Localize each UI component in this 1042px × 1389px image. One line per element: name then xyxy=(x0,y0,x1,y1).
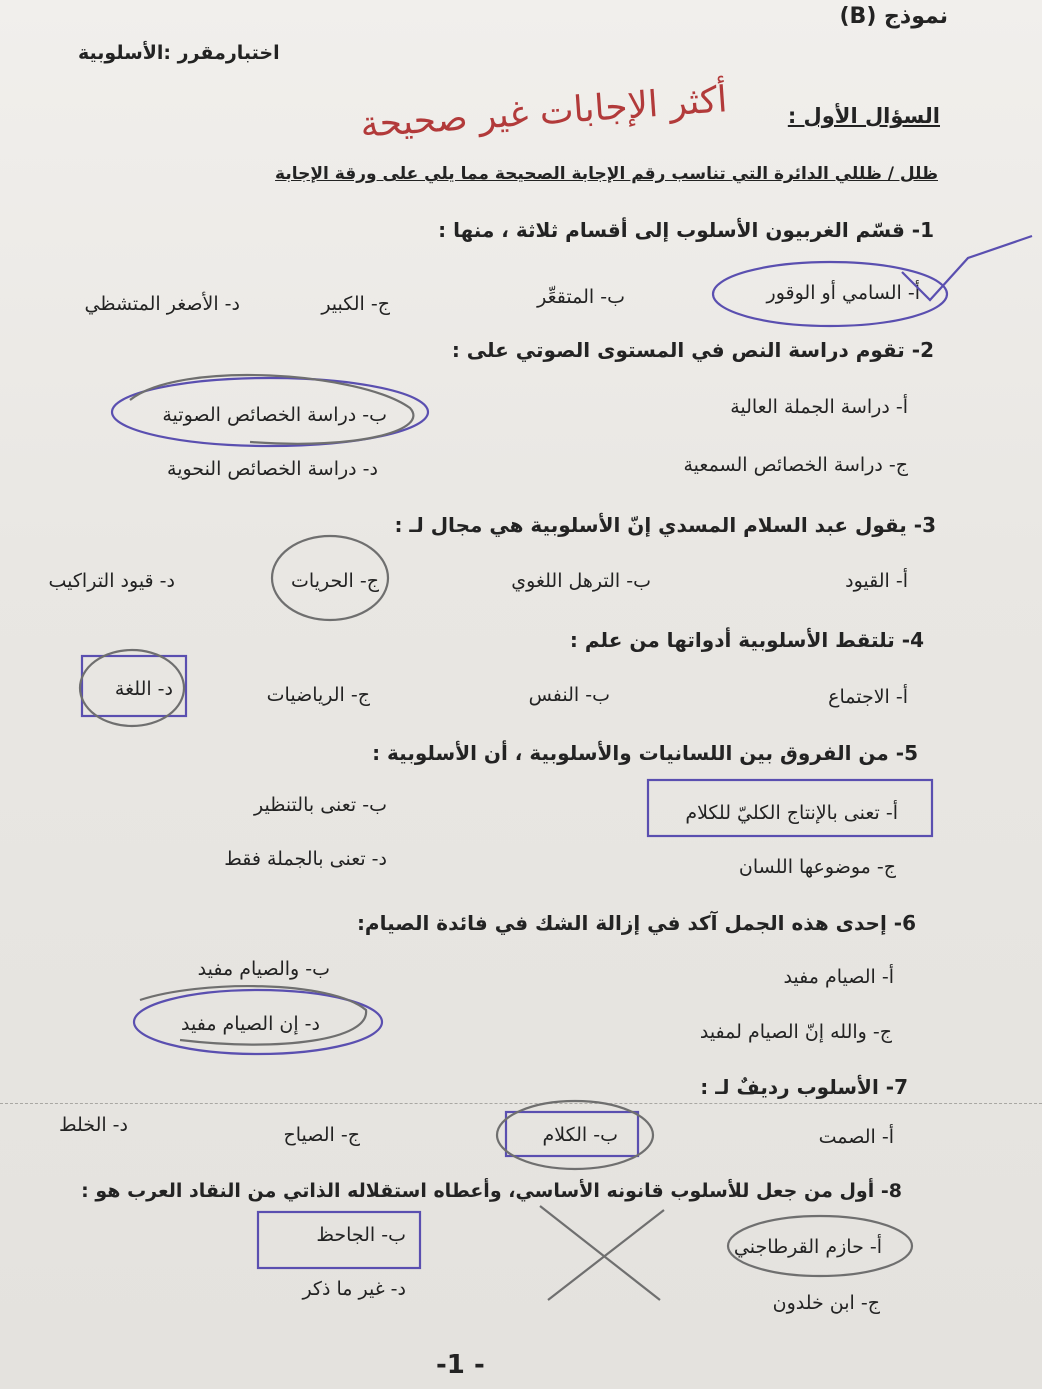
q1-option-b[interactable]: ب- المتقعِّر xyxy=(537,286,625,308)
question-1: 1- قسّم الغربيون الأسلوب إلى أقسام ثلاثة ، منها : xyxy=(438,218,934,242)
q8-option-b[interactable]: ب- الجاحظ xyxy=(316,1224,406,1246)
q2-option-b[interactable]: ب- دراسة الخصائص الصوتية xyxy=(162,404,387,426)
q4-answer-box xyxy=(82,656,186,716)
q5-option-b[interactable]: ب- تعنى بالتنظير xyxy=(254,794,387,816)
q8-option-a[interactable]: أ- حازم القرطاجني xyxy=(733,1236,882,1258)
q5-answer-box xyxy=(648,780,932,836)
question-7: 7- الأسلوب رديفٌ لـ : xyxy=(700,1075,908,1099)
q1-option-d[interactable]: د- الأصغر المتشظي xyxy=(84,293,240,315)
section-title: السؤال الأول : xyxy=(787,104,940,128)
q2-option-d[interactable]: د- دراسة الخصائص النحوية xyxy=(167,458,378,480)
q7-option-d[interactable]: د- الخلط xyxy=(58,1114,128,1136)
q1-option-a[interactable]: أ- السامي أو الوقور xyxy=(766,282,920,304)
q1-check-mark-icon xyxy=(902,236,1032,300)
handwritten-note: أكثر الإجابات غير صحيحة xyxy=(359,79,729,146)
question-2: 2- تقوم دراسة النص في المستوى الصوتي على : xyxy=(451,338,934,362)
q7-answer-box xyxy=(506,1112,638,1156)
q2-option-c[interactable]: ج- دراسة الخصائص السمعية xyxy=(683,454,908,476)
q8-option-c[interactable]: ج- ابن خلدون xyxy=(772,1292,880,1314)
q5-option-c[interactable]: ج- موضوعها اللسان xyxy=(738,856,896,878)
q8-option-d[interactable]: د- غير ما ذكر xyxy=(302,1278,406,1300)
q6-option-b[interactable]: ب- والصيام مفيد xyxy=(197,958,330,980)
q7-option-c[interactable]: ج- الصياح xyxy=(283,1124,360,1146)
q3-option-c[interactable]: ج- الحريات xyxy=(291,570,379,592)
q6-option-d[interactable]: د- إن الصيام مفيد xyxy=(181,1013,320,1035)
q5-option-d[interactable]: د- تعنى بالجملة فقط xyxy=(224,848,387,870)
course-label: اختبارمقرر :الأسلوبية xyxy=(78,42,280,64)
q5-option-a[interactable]: أ- تعنى بالإنتاج الكليّ للكلام xyxy=(685,802,898,824)
page-number: - 1- xyxy=(436,1350,485,1380)
q4-option-c[interactable]: ج- الرياضيات xyxy=(266,684,370,706)
q1-answer-circle xyxy=(713,262,947,326)
question-4: 4- تلتقط الأسلوبية أدواتها من علم : xyxy=(569,628,924,652)
question-5: 5- من الفروق بين اللسانيات والأسلوبية ، أن الأسلوبية : xyxy=(372,741,918,765)
q8-answer-box xyxy=(258,1212,420,1268)
q4-answer-circle xyxy=(80,650,184,726)
question-6: 6- إحدى هذه الجمل آكد في إزالة الشك في فائدة الصيام: xyxy=(356,911,916,935)
q4-option-a[interactable]: أ- الاجتماع xyxy=(828,686,908,708)
q7-option-b[interactable]: ب- الكلام xyxy=(542,1124,618,1146)
q2-option-a[interactable]: أ- دراسة الجملة العالية xyxy=(730,396,908,418)
q3-answer-circle xyxy=(272,536,388,620)
instruction-line: ظلل / ظللي الدائرة التي تناسب رقم الإجابة الصحيحة مما يلي على ورقة الإجابة xyxy=(275,164,938,184)
q3-option-b[interactable]: ب- الترهل اللغوي xyxy=(511,570,651,592)
q1-option-c[interactable]: ج- الكبير xyxy=(321,293,390,315)
q4-option-d[interactable]: د- اللغة xyxy=(114,678,173,700)
q3-option-a[interactable]: أ- القيود xyxy=(845,570,908,592)
q7-option-a[interactable]: أ- الصمت xyxy=(818,1126,894,1148)
q6-option-a[interactable]: أ- الصيام مفيد xyxy=(783,966,894,988)
question-3: 3- يقول عبد السلام المسدي إنّ الأسلوبية هي مجال لـ : xyxy=(394,513,936,537)
q3-option-d[interactable]: د- قيود التراكيب xyxy=(48,570,175,592)
q6-option-c[interactable]: ج- والله إنّ الصيام لمفيد xyxy=(699,1021,892,1043)
question-8: 8- أول من جعل للأسلوب قانونه الأساسي، وأعطاه استقلاله الذاتي من النقاد العرب هو : xyxy=(81,1180,902,1202)
model-label: نموذج (B) xyxy=(839,4,948,29)
q8-option-a-circle xyxy=(728,1216,912,1276)
cross-mark-icon xyxy=(540,1206,664,1300)
q6-gray-scribble xyxy=(140,986,366,1045)
q4-option-b[interactable]: ب- النفس xyxy=(528,684,610,706)
